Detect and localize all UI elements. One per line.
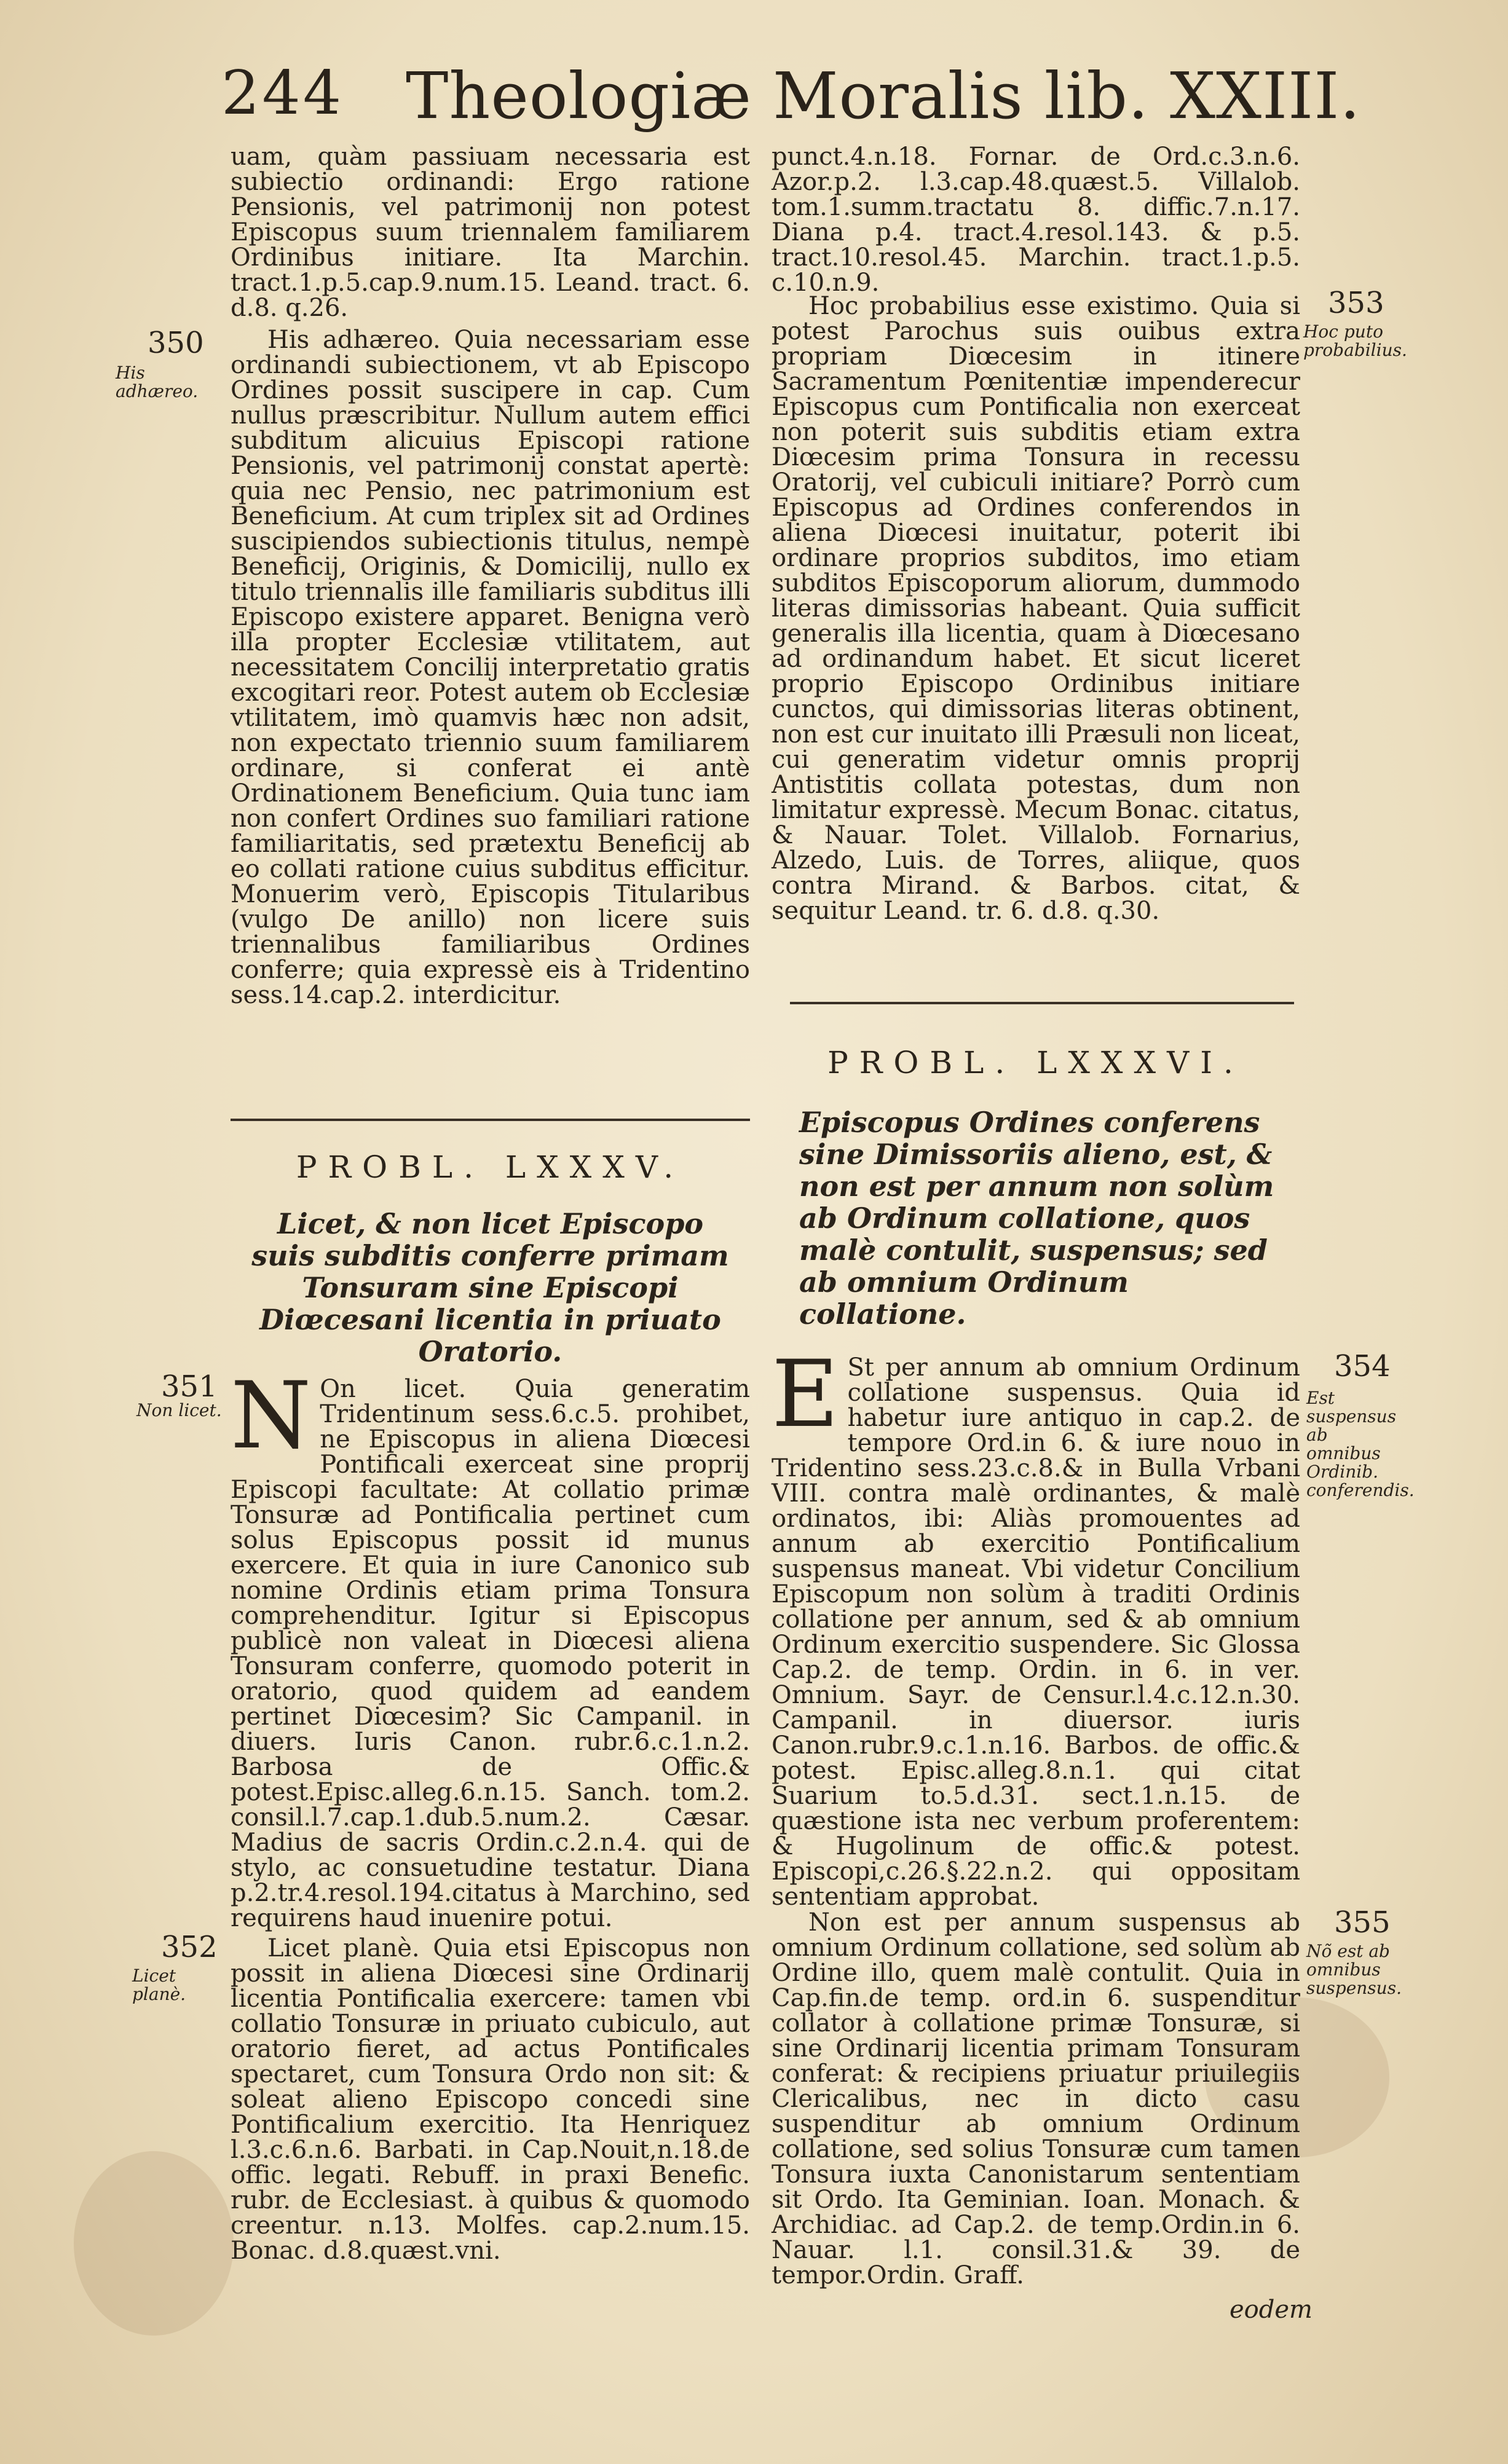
drop-capital: E bbox=[772, 1341, 839, 1448]
running-title: Theologiæ Moralis lib. XXIII. bbox=[406, 58, 1361, 133]
margin-note: His adhæreo. bbox=[116, 363, 199, 401]
paragraph-text: Licet planè. Quia etsi Episcopus non possit in aliena Diœcesi sine Ordinarij licentia Pontificalia exercere: tamen vbi collatio Tonsuræ in priuato cubiculo, aut oratorio fieret, ad actus Pontificales spectaret, cum Tonsura Ordo non sit: & soleat alieno Episcopo concedi sine Pontificalium exercitio. Ita Henriquez l.3.c.6.n.6. Barbati. in Cap.Nouit,n.18.de offic. legati. Rebuff. in praxi Benefic. rubr. de Ecclesiast. à quibus & quomodo creentur. n.13. Molfes. cap.2.num.15. Bonac. d.8.quæst.vni. bbox=[231, 1934, 750, 2265]
drop-capital: N bbox=[231, 1363, 312, 1470]
problem-heading: PROBL. LXXXV. bbox=[296, 1149, 685, 1185]
problem-heading: PROBL. LXXXVI. bbox=[827, 1045, 1244, 1080]
paragraph-number: 351 bbox=[161, 1369, 218, 1404]
paragraph-text: His adhæreo. Quia necessariam esse ordinandi subiectionem, vt ab Episcopo Ordines possit suscipere in cap. Cum nullus præscribitur. Nullum autem effici subditum alicuius Episcopi ratione Pensionis, vel patrimonij constat apertè: quia nec Pensio, nec patrimonium est Beneficium. At cum triplex sit ad Ordines suscipiendos subiectionis titulus, nempè Beneficij, Originis, & Domicilij, nullo ex titulo triennalis ille familiaris subditus illi Episcopo existere apparet. Benigna verò illa propter Ecclesiæ vtilitatem, aut necessitatem Concilij interpretatio gratis excogitari reor. Potest autem ob Ecclesiæ vtilitatem, imò quamvis hæc non adsit, non expectato triennio suum familiarem ordinare, si conferat ei antè Ordinationem Beneficium. Quia tunc iam non confert Ordines suo familiari ratione familiaritatis, sed prætextu Beneficij ab eo collati ratione cuius subditus efficitur. Monuerim verò, Episcopis Titularibus (vulgo De anillo) non licere suis triennalibus familiaribus Ordines conferre; quia expressè eis à Tridentino sess.14.cap.2. interdicitur. bbox=[231, 326, 750, 1009]
paragraph-355 bbox=[772, 1908, 1300, 2289]
margin-note: Non licet. bbox=[136, 1400, 222, 1420]
problem-title: Licet, & non licet Episcopo suis subditis conferre primam Tonsuram sine Episcopi Diœcesani licentia in priuato Oratorio. bbox=[251, 1207, 729, 1368]
paragraph-351 bbox=[231, 1363, 750, 1932]
section-rule bbox=[231, 1119, 750, 1121]
margin-note: Hoc puto probabilius. bbox=[1303, 321, 1407, 360]
paragraph-352 bbox=[231, 1936, 750, 2280]
paragraph-number: 352 bbox=[161, 1930, 218, 1964]
problem-title: Episcopus Ordines conferens sine Dimissoriis alieno, est, & non est per annum non solùm ab Ordinum collatione, quos malè contulit, suspensus; sed ab omnium Ordinum collatione. bbox=[799, 1106, 1274, 1331]
margin-note: Licet planè. bbox=[132, 1966, 186, 2004]
page-number: 244 bbox=[221, 58, 344, 128]
paragraph-number: 350 bbox=[148, 326, 204, 360]
continuation-paragraph: uam, quàm passiuam necessaria est subiectio ordinandi: Ergo ratione Pensionis, vel patrimonij non potest Episcopus suum triennalem familiarem Ordinibus initiare. Ita Marchin. tract.1.p.5.cap.9.num.15. Leand. tract. 6. d.8. q.26. bbox=[231, 143, 750, 322]
paragraph-text: Non est per annum suspensus ab omnium Ordinum collatione, sed solùm ab Ordine illo, quem malè contulit. Quia in Cap.fin.de temp. ord.in 6. suspenditur collator à collatione primæ Tonsuræ, si sine Ordinarij licentia primam Tonsuram conferat: & recipiens priuatur priuilegiis Clericalibus, nec in dicto casu suspenditur ab omnium Ordinum collatione, sed solius Tonsuræ cum tamen Tonsura iuxta Canonistarum sententiam sit Ordo. Ita Geminian. Ioan. Monach. & Archidiac. ad Cap.2. de temp.Ordin.in 6. Nauar. l.1. consil.31.& 39. de tempor.Ordin. Graff. bbox=[772, 1908, 1300, 2289]
paragraph-354 bbox=[772, 1341, 1300, 1911]
margin-note: Nõ est ab omnibus suspensus. bbox=[1306, 1941, 1402, 1998]
paragraph-353 bbox=[772, 294, 1300, 970]
paragraph-text: St per annum ab omnium Ordinum collatione suspensus. Quia id habetur iure antiquo in cap.2. de tempore Ord.in 6. & iure nouo in Tridentino sess.23.c.8.& in Bulla Vrbani VIII. contra malè ordinantes, & malè ordinatos, ibi: Aliàs promouentes ad annum ab exercitio Pontificalium suspensus maneat. Vbi videtur Concilium Episcopum non solùm à traditi Ordinis collatione per annum, sed & ab omnium Ordinum exercitio suspendere. Sic Glossa Cap.2. de temp. Ordin. in 6. in ver. Omnium. Sayr. de Censur.l.4.c.12.n.30. Campanil. in diuersor. iuris Canon.rubr.9.c.1.n.16. Barbos. de offic.& potest. Episc.alleg.8.n.1. qui citat Suarium to.5.d.31. sect.1.n.15. de quæstione ista nec verbum proferentem: & Hugolinum de offic.& potest. Episcopi,c.26.§.22.n.2. qui oppositam sententiam approbat. bbox=[772, 1353, 1300, 1911]
page-header bbox=[221, 58, 1361, 133]
catchword: eodem bbox=[1230, 2296, 1313, 2324]
continuation-paragraph: punct.4.n.18. Fornar. de Ord.c.3.n.6. Azor.p.2. l.3.cap.48.quæst.5. Villalob. tom.1.summ.tractatu 8. diffic.7.n.17. Diana p.4. tract.4.resol.143. & p.5. tract.10.resol.45. Marchin. tract.1.p.5. c.10.n.9. bbox=[772, 143, 1300, 297]
section-rule bbox=[790, 1002, 1294, 1004]
paragraph-number: 353 bbox=[1328, 286, 1384, 320]
margin-note: Est suspensus ab omnibus Ordinib. conferendis. bbox=[1306, 1388, 1415, 1500]
paragraph-number: 354 bbox=[1334, 1349, 1391, 1384]
water-stain bbox=[74, 2151, 234, 2336]
paragraph-350 bbox=[231, 328, 750, 1084]
left-column-top bbox=[231, 144, 750, 341]
paragraph-number: 355 bbox=[1334, 1905, 1391, 1940]
paragraph-text: On licet. Quia generatim Tridentinum sess.6.c.5. prohibet, ne Episcopus in aliena Diœcesi Pontificali exerceat sine proprij Episcopi facultate: At collatio primæ Tonsuræ ad Pontificalia pertinet cum solus Episcopus possit id munus exercere. Et quia in iure Canonico sub nomine Ordinis etiam prima Tonsura comprehenditur. Igitur si Episcopus publicè non valeat in Diœcesi aliena Tonsuram conferre, quomodo poterit in oratorio, quod quidem ad eandem pertinet Diœcesim? Sic Campanil. in diuers. Iuris Canon. rubr.6.c.1.n.2. Barbosa de Offic.& potest.Episc.alleg.6.n.15. Sanch. tom.2. consil.l.7.cap.1.dub.5.num.2. Cæsar. Madius de sacris Ordin.c.2.n.4. qui de stylo, ac consuetudine testatur. Diana p.2.tr.4.resol.194.citatus à Marchino, sed requirens haud inuenire potui. bbox=[231, 1375, 750, 1932]
paragraph-text: Hoc probabilius esse existimo. Quia si potest Parochus suis ouibus extra propriam Diœcesim in itinere Sacramentum Pœnitentiæ impenderecur Episcopus cum Pontificalia non exerceat non poterit suis subditis etiam extra Diœcesim prima Tonsura in recessu Oratorij, vel cubiculi initiare? Porrò cum Episcopus ad Ordines conferendos in aliena Diœcesi inuitatur, poterit ibi ordinare proprios subditos, imo etiam subditos Episcoporum aliorum, dummodo literas dimissorias habeant. Quia sufficit generalis illa licentia, quam à Diœcesano ad ordinandum habet. Et sicut liceret proprio Episcopo Ordinibus initiare cunctos, qui dimissorias literas obtinent, non est cur inuitato illi Præsuli non liceat, cui generatim videtur omnis proprij Antistitis collata potestas, dum non limitatur expressè. Mecum Bonac. citatus, & Nauar. Tolet. Villalob. Fornarius, Alzedo, Luis. de Torres, aliique, quos contra Mirand. & Barbos. citat, & sequitur Leand. tr. 6. d.8. q.30. bbox=[772, 292, 1300, 925]
